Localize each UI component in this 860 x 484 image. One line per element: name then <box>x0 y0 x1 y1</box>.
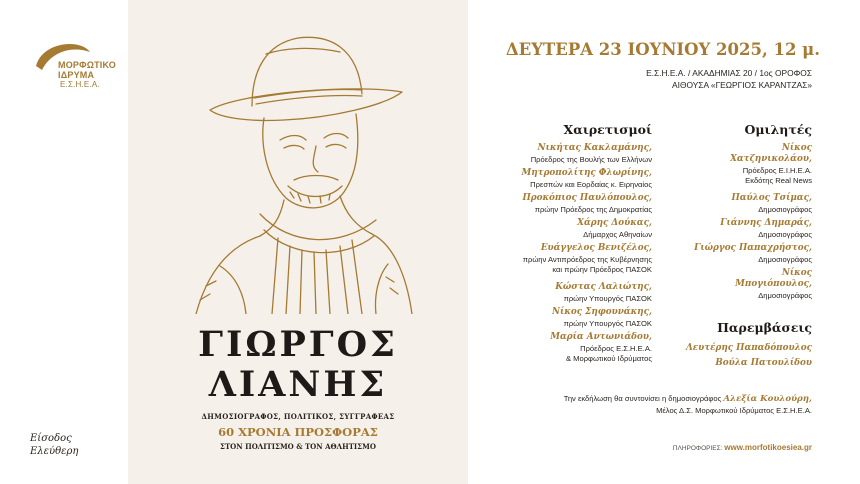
portrait-illustration <box>180 14 416 314</box>
poster-panel <box>128 0 468 484</box>
greeting-role: Πρόεδρος της Βουλής των Ελλήνων <box>530 155 652 164</box>
entry-line-2: Ελεύθερη <box>30 446 79 457</box>
logo-line-1: ΜΟΡΦΩΤΙΚΟ <box>58 60 116 70</box>
speaker-role: Δημοσιογράφος <box>758 255 812 264</box>
speaker-name: Γιώργος Παπαχρήστος, <box>694 243 812 253</box>
poster-name-last: ΛΙΑΝΗΣ <box>208 364 388 405</box>
greeting-name: Ευάγγελος Βενιζέλος, <box>540 243 652 253</box>
greeting-role: Πρόεδρος Ε.Σ.Η.Ε.Α. <box>580 344 652 353</box>
event-venue-line-1: Ε.Σ.Η.Ε.Α. / ΑΚΑΔΗΜΙΑΣ 20 / 1ος ΟΡΟΦΟΣ <box>646 68 812 78</box>
foundation-logo <box>28 36 128 96</box>
greeting-name: Νικήτας Κακλαμάνης, <box>537 143 652 153</box>
speaker-role: Δημοσιογράφος <box>758 230 812 239</box>
greeting-name: Νίκος Σηφουνάκης, <box>551 307 652 317</box>
coordinator-note <box>564 393 812 417</box>
speaker-name-2: Μπογιόπουλος, <box>735 279 812 289</box>
intervention-name: Λευτέρης Παπαδόπουλος <box>685 343 812 353</box>
speaker-name: Νίκος <box>781 143 812 153</box>
free-entry-note <box>30 432 78 458</box>
poster-name-first: ΓΙΩΡΓΟΣ <box>198 324 398 365</box>
greeting-name: Κώστας Λαλιώτης, <box>555 282 652 292</box>
greetings-heading: Χαιρετισμοί <box>563 122 652 137</box>
speaker-name: Γιάννης Δημαράς, <box>720 218 812 228</box>
speaker-role-2: Εκδότης Real News <box>745 176 812 185</box>
coordinator-name: Αλεξία Κουλούρη, <box>723 394 812 404</box>
speaker-role: Δημοσιογράφος <box>758 205 812 214</box>
event-date: ΔΕΥΤΕΡΑ 23 ΙΟΥΝΙΟΥ 2025, 12 μ. <box>505 40 820 59</box>
greeting-role: πρώην Πρόεδρος της Δημοκρατίας <box>534 205 652 214</box>
greeting-name: Μητροπολίτης Φλωρίνης, <box>521 168 652 178</box>
logo-line-2: ΙΔΡΥΜΑ <box>58 70 95 80</box>
greeting-role: πρώην Υπουργός ΠΑΣΟΚ <box>563 319 652 328</box>
event-venue-line-2: ΑΙΘΟΥΣΑ «ΓΕΩΡΓΙΟΣ ΚΑΡΑΝΤΖΑΣ» <box>672 80 812 90</box>
speaker-name: Παύλος Τσίμας, <box>731 193 812 203</box>
greeting-role: πρώην Αντιπρόεδρος της Κυβέρνησης <box>522 255 652 264</box>
greeting-name: Προκόπιος Παυλόπουλος, <box>522 193 652 203</box>
speaker-role: Πρόεδρος Ε.Ι.Η.Ε.Α. <box>742 166 812 175</box>
poster-subtitle: ΔΗΜΟΣΙΟΓΡΑΦΟΣ, ΠΟΛΙΤΙΚΟΣ, ΣΥΓΓΡΑΦΕΑΣ <box>201 412 395 421</box>
poster-tagline: ΣΤΟΝ ΠΟΛΙΤΙΣΜΟ & ΤΟΝ ΑΘΛΗΤΙΣΜΟ <box>220 442 376 451</box>
greeting-role-2: & Μορφωτικού Ιδρύματος <box>565 354 652 363</box>
interventions-heading: Παρεμβάσεις <box>717 320 812 335</box>
intervention-name: Βούλα Πατουλίδου <box>715 358 812 368</box>
speaker-name-2: Χατζηνικολάου, <box>730 154 812 164</box>
poster-years: 60 ΧΡΟΝΙΑ ΠΡΟΣΦΟΡΑΣ <box>218 425 378 439</box>
info-line <box>673 443 812 452</box>
greeting-name: Χάρης Δούκας, <box>577 218 652 228</box>
info-label: ΠΛΗΡΟΦΟΡΙΕΣ: <box>672 445 723 452</box>
coordinator-role: Μέλος Δ.Σ. Μορφωτικού Ιδρύματος Ε.Σ.Η.Ε.Α. <box>656 406 812 415</box>
greeting-role-2: και πρώην Πρόεδρος ΠΑΣΟΚ <box>552 265 652 274</box>
speaker-role: Δημοσιογράφος <box>758 291 812 300</box>
entry-line-1: Είσοδος <box>30 433 72 444</box>
greeting-name: Μαρία Αντωνιάδου, <box>550 332 652 342</box>
logo-line-3: Ε.Σ.Η.Ε.Α. <box>60 80 100 89</box>
speaker-name: Νίκος <box>781 268 812 278</box>
greeting-role: Δήμαρχος Αθηναίων <box>583 230 652 239</box>
info-url[interactable]: www.morfotikoesiea.gr <box>724 443 812 452</box>
coordinator-prefix: Την εκδήλωση θα συντονίσει η δημοσιογράφος <box>563 394 722 403</box>
speakers-heading: Ομιλητές <box>744 122 812 137</box>
greeting-role: Πρεσπών και Εορδαίας κ. Ειρηναίος <box>530 180 652 189</box>
greeting-role: πρώην Υπουργός ΠΑΣΟΚ <box>563 294 652 303</box>
